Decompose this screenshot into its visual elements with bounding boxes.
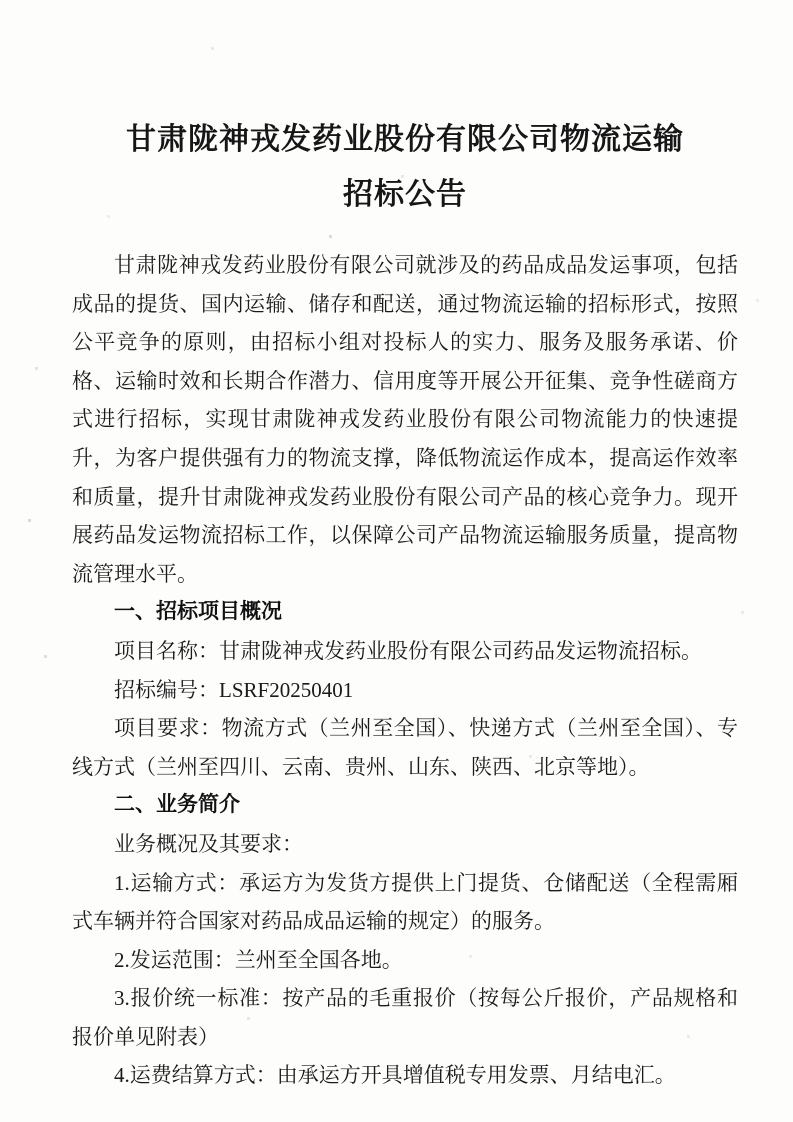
paragraph-item-1-transport-mode: 1.运输方式：承运方为发货方提供上门提货、仓储配送（全程需厢式车辆并符合国家对药品成品运输的规定）的服务。: [72, 870, 738, 934]
scan-noise-speckles: [0, 0, 1, 1]
paragraph-item-4-freight-settlement: 4.运费结算方式：由承运方开具增值税专用发票、月结电汇。: [114, 1063, 676, 1088]
paragraph-project-name: 项目名称：甘肃陇神戎发药业股份有限公司药品发运物流招标。: [114, 638, 702, 663]
paragraph-item-3-quotation-standard: 3.报价统一标准：按产品的毛重报价（按每公斤报价，产品规格和报价单见附表）: [72, 986, 738, 1049]
document-title-line2: 招标公告: [343, 178, 467, 211]
document-content: [72, 112, 738, 1095]
paragraph-tender-number: 招标编号：LSRF20250401: [114, 677, 354, 702]
document-body: [72, 246, 738, 1095]
paragraph-item-2-shipping-range: 2.发运范围：兰州至全国各地。: [114, 947, 403, 972]
document-title: [72, 112, 738, 222]
paragraph-project-requirements: 项目要求：物流方式（兰州至全国）、快递方式（兰州至全国）、专线方式（兰州至四川、云南、贵州、山东、陕西、北京等地）。: [72, 716, 738, 779]
paragraph-intro: 甘肃陇神戎发药业股份有限公司就涉及的药品成品发运事项，包括成品的提货、国内运输、储存和配送，通过物流运输的招标形式，按照公平竞争的原则，由招标小组对投标人的实力、服务及服务承诺、价格、运输时效和长期合作潜力、信用度等开展公开征集、竞争性磋商方式进行招标，实现甘肃陇神戎发药业股份有限公司物流能力的快速提升，为客户提供强有力的物流支撑，降低物流运作成本，提高运作效率和质量，提升甘肃陇神戎发药业股份有限公司产品的核心竞争力。现开展药品发运物流招标工作，以保障公司产品物流运输服务质量，提高物流管理水平。: [72, 253, 738, 586]
section-heading-business-intro: 二、业务简介: [114, 793, 240, 817]
paragraph-business-overview: 业务概况及其要求：: [114, 831, 303, 856]
document-title-line1: 甘肃陇神戎发药业股份有限公司物流运输: [126, 123, 684, 156]
section-heading-project-overview: 一、招标项目概况: [114, 600, 282, 624]
